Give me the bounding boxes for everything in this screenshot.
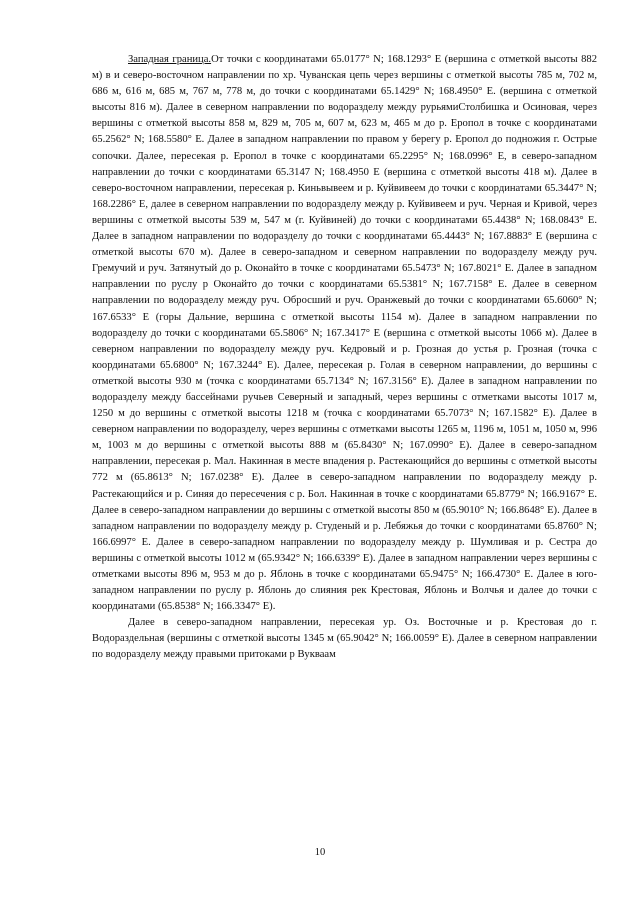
paragraph-western-border bbox=[92, 52, 597, 615]
paragraph-continuation bbox=[92, 615, 597, 663]
section-heading: Западная граница. bbox=[128, 54, 212, 65]
document-page bbox=[92, 52, 597, 664]
paragraph-text: Далее в северо-западном направлении, пересекая ур. Оз. Восточные и р. Крестовая до г. Водораздельная (вершины с отметкой высоты 1345 м (65.9042° N; 166.0059° E). Далее в северном направлении по водоразделу между правыми притоками р Вукваам bbox=[92, 617, 597, 661]
paragraph-text: От точки с координатами 65.0177° N; 168.1293° E (вершина с отметкой высоты 882 м) в и северо-восточном направлении по хр. Чуванская цепь через вершины с отметкой высоты 785 м, 702 м, 686 м, 616 м, 685 м, 767 м, 778 м, до точки с координатами 65.1429° N; 168.4950° E. (вершина с отметкой высоты 816 м). Далее в северном направлении по водоразделу между рурьямиСтолбишка и Осиновая, через вершины с отметкой высоты 858 м, 829 м, 705 м, 607 м, 623 м, 465 м до р. Еропол в точке с координатами 65.2562° N; 168.5580° E. Далее в западном направлении по правом у берегу р. Еропол до подножия г. Острые сопочки. Далее, пересекая р. Еропол в точке с координатами 65.2295° N; 168.0996° E, в северо-западном направлении до точки с координатами 65.3147 N; 168.4950 E (вершина с отметкой высоты 418 м). Далее в северо-восточном направлении, пересекая р. Киньвывеем и р. Куйвивеем до точки с координатами 65.3447° N; 168.2286° E, далее в северном направлении по водоразделу между р. Куйвивеем и руч. Черная и Кривой, через вершины с отметкой высоты 539 м, 547 м (г. Куйвиней) до точки с координатами 65.4438° N; 168.0843° E. Далее в западном направлении по водоразделу до точки с координатами 65.4443° N; 167.8883° E (вершина с отметкой высоты 670 м). Далее в северо-западном и северном направлении по водоразделу между руч. Гремучий и руч. Затянутый до р. Оконайто в точке с координатами 65.5473° N; 167.8021° E. Далее в западном направлении по руслу р Оконайто до точки с координатами 65.5381° N; 167.7158° E. Далее в северном направлении по водоразделу между руч. Обросший и руч. Оранжевый до точки с координатами 65.6060° N; 167.6533° E (горы Дальние, вершина с отметкой высоты 1154 м). Далее в западном направлении по водоразделу до точки с координатами 65.5806° N; 167.3417° E (вершина с отметкой высоты 1066 м). Далее в северном направлении по водоразделу между руч. Кедровый и р. Грозная до устья р. Грозная (точка с координатами 65.6800° N; 167.3244° E). Далее, пересекая р. Голая в северном направлении, до вершины с отметкой высоты 930 м (точка с координатами 65.7134° N; 167.3156° E). Далее в западном направлении по водоразделу между бассейнами ручьев Северный и западный, через вершины с отметками высоты 1017 м, 1250 м до вершины с отметкой высоты 1218 м (точка с координатами 65.7073° N; 167.1582° E). Далее в северном направлении по водоразделу, через вершины с отметками высоты 1265 м, 1196 м, 1051 м, 1050 м, 996 м, 1003 м до вершины с отметкой высоты 888 м (65.8430° N; 167.0990° E). Далее в северо-западном направлении, пересекая р. Мал. Накинная в месте впадения р. Растекающийся до вершины с отметкой высоты 772 м (65.8613° N; 167.0238° E). Далее в северо-западном направлении по водоразделу между р. Растекающийся и р. Синяя до пересечения с р. Бол. Накинная в точке с координатами 65.8779° N; 166.9167° E. Далее в северо-западном направлении до вершины с отметкой высоты 850 м (65.9010° N; 166.8648° E). Далее в западном направлении по водоразделу между р. Студеный и р. Лебяжья до точки с координатами 65.8760° N; 166.6997° E. Далее в северо-западном направлении по водоразделу между р. Шумливая и р. Сестра до вершины с отметкой высоты 1012 м (65.9342° N; 166.6339° E). Далее в западном направлении через вершины с отметками высоты 896 м, 953 м до р. Яблонь в точке с координатами 65.9475° N; 166.4730° E. Далее в юго-западном направлении по руслу р. Яблонь до слияния рек Крестовая, Яблонь и Волчья и далее до точки с координатами (65.8538° N; 166.3347° E). bbox=[92, 54, 597, 613]
page-number: 10 bbox=[314, 847, 326, 858]
